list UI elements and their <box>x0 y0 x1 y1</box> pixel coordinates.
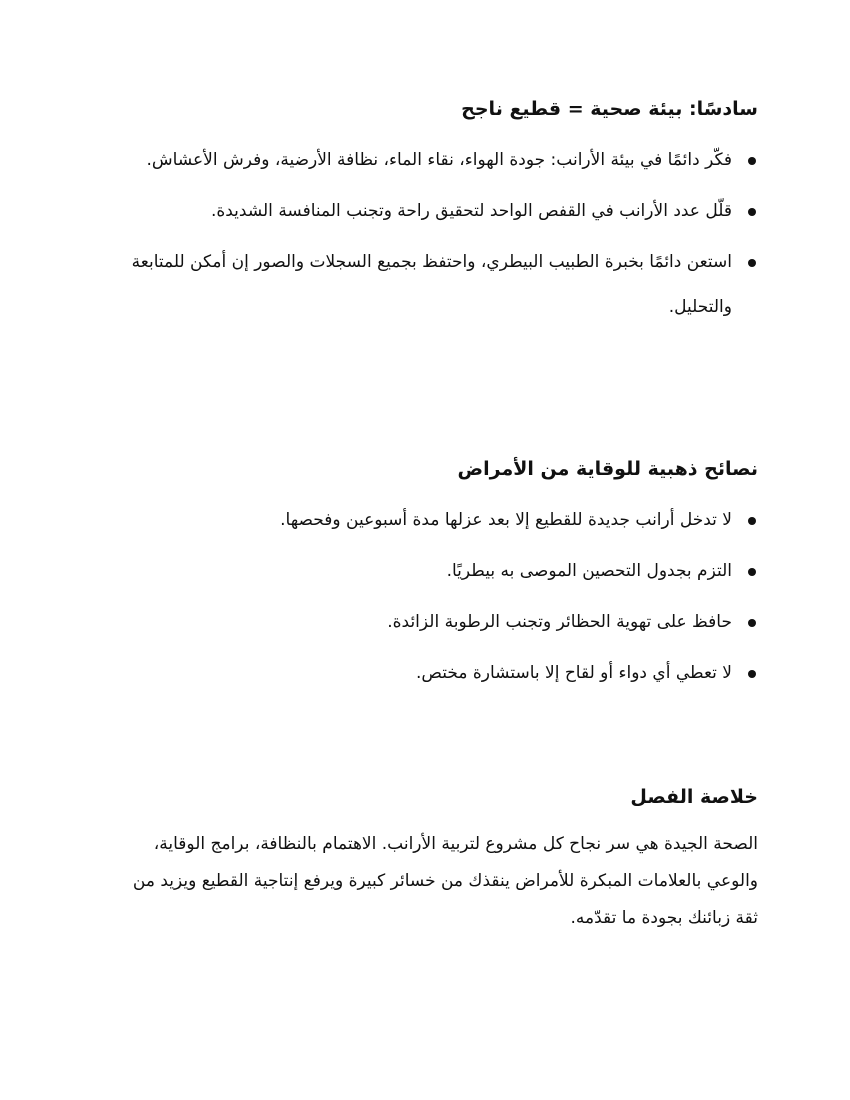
bullet-list <box>113 138 758 330</box>
bullet-list <box>113 498 758 696</box>
list-item <box>113 189 758 234</box>
list-item-text: استعن دائمًا بخبرة الطبيب البيطري، واحتفظ بجميع السجلات والصور إن أمكن للمتابعة والتحليل. <box>131 252 732 317</box>
list-item-text: التزم بجدول التحصين الموصى به بيطريًا. <box>446 561 732 581</box>
list-item-text: لا تدخل أرانب جديدة للقطيع إلا بعد عزلها مدة أسبوعين وفحصها. <box>280 510 732 530</box>
list-item <box>113 549 758 594</box>
section-prevention-tips <box>113 452 758 702</box>
list-item <box>113 600 758 645</box>
list-item <box>113 240 758 330</box>
section-healthy-environment <box>113 92 758 336</box>
bullet-icon <box>748 517 756 525</box>
list-item-text: لا تعطي أي دواء أو لقاح إلا باستشارة مختص. <box>416 663 732 683</box>
list-item <box>113 138 758 183</box>
section-chapter-summary <box>113 780 758 937</box>
list-item <box>113 498 758 543</box>
bullet-icon <box>748 208 756 216</box>
list-item-text: حافظ على تهوية الحظائر وتجنب الرطوبة الزائدة. <box>387 612 732 632</box>
bullet-icon <box>748 259 756 267</box>
list-item-text: قلّل عدد الأرانب في القفص الواحد لتحقيق راحة وتجنب المنافسة الشديدة. <box>210 201 732 221</box>
bullet-icon <box>748 619 756 627</box>
section-heading: خلاصة الفصل <box>630 786 758 808</box>
list-item <box>113 651 758 696</box>
bullet-icon <box>748 568 756 576</box>
bullet-icon <box>748 670 756 678</box>
section-heading: سادسًا: بيئة صحية = قطيع ناجح <box>461 98 758 120</box>
bullet-icon <box>748 157 756 165</box>
list-item-text: فكّر دائمًا في بيئة الأرانب: جودة الهواء، نقاء الماء، نظافة الأرضية، وفرش الأعشاش. <box>146 150 732 170</box>
summary-paragraph: الصحة الجيدة هي سر نجاح كل مشروع لتربية الأرانب. الاهتمام بالنظافة، برامج الوقاية، والوعي بالعلامات المبكرة للأمراض ينقذك من خسائر كبيرة ويرفع إنتاجية القطيع ويزيد من ثقة زبائنك بجودة ما تقدّمه. <box>132 834 758 928</box>
section-heading: نصائح ذهبية للوقاية من الأمراض <box>457 458 758 480</box>
